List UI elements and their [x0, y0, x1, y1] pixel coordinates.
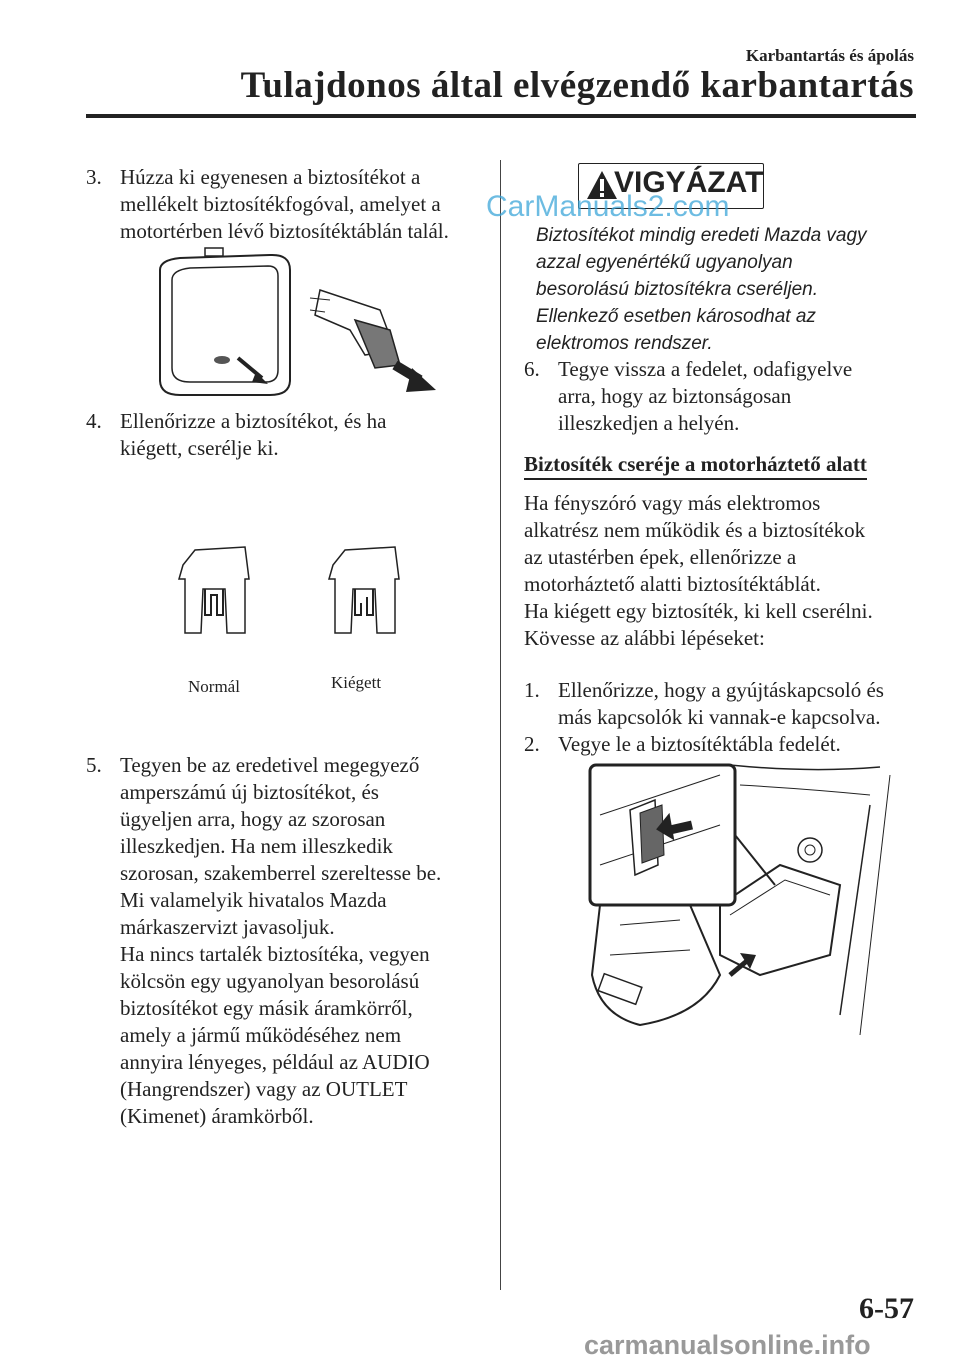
fuse-comparison-illustration — [175, 545, 415, 645]
engine-bay-illustration — [580, 755, 900, 1055]
page-number: 6-57 — [859, 1292, 914, 1325]
step-number: 5. — [86, 753, 102, 777]
blown-fuse-icon — [329, 547, 399, 633]
step-text: Tegyen be az eredetivel megegyező amperszámú új biztosítékot, és ügyeljen arra, hogy az szorosan illeszkedjen. Ha nem illeszkedik szorosan, szakemberrel szereltesse be. Mi valamelyik hivatalos Mazda márkaszervizt javasoljuk. Ha nincs tartalék biztosítéka, vegyen kölcsön egy ugyanolyan besorolású biztosítékot egy másik áramkörről, amely a jármű működéséhez nem annyira lényeges, például az AUDIO (Hangrendszer) vagy az OUTLET (Kimenet) áramkörből. — [120, 753, 442, 1128]
step-text: Húzza ki egyenesen a biztosítékot a mellékelt biztosítékfogóval, amelyet a motortérben lévő biztosítéktáblán talál. — [120, 165, 449, 243]
header-rule — [86, 114, 916, 118]
callout-box — [590, 765, 775, 905]
step-number: 4. — [86, 409, 102, 433]
step-5 — [86, 752, 496, 1132]
pull-arrow-icon — [395, 365, 436, 392]
step-4 — [86, 408, 486, 463]
step-text: Tegye vissza a fedelet, odafigyelve arra, hogy az biztonságosan illeszkedjen a helyén. — [558, 357, 853, 435]
subheading: Biztosíték cseréje a motorháztető alatt — [524, 452, 867, 480]
step-number: 2. — [524, 732, 540, 756]
intro-paragraph: Ha fényszóró vagy más elektromos alkatrész nem működik és a biztosítékok az utastérben épek, ellenőrizze a motorháztető alatti biztosítéktáblát. Ha kiégett egy biztosíték, ki kell cserélni. Kövesse az alábbi lépéseket: — [524, 491, 873, 650]
normal-fuse-icon — [179, 547, 249, 633]
warning-text: Biztosítékot mindig eredeti Mazda vagy azzal egyenértékű ugyanolyan besorolású biztosítékra cseréljen. Ellenkező esetben károsodhat az elektromos rendszer. — [536, 225, 867, 354]
fuse-label-blown: Kiégett — [331, 673, 382, 692]
watermark: CarManuals2.com — [486, 190, 730, 223]
step-number: 3. — [86, 165, 102, 189]
section-title: Karbantartás és ápolás — [745, 46, 914, 65]
mount-bolt-icon — [798, 838, 822, 862]
column-divider — [500, 160, 501, 1290]
step-number: 1. — [524, 678, 540, 702]
step-text: Ellenőrizze, hogy a gyújtáskapcsoló és más kapcsolók ki vannak-e kapcsolva. — [558, 678, 884, 729]
step-6 — [524, 356, 924, 438]
step-number: 6. — [524, 357, 540, 381]
fuse-box-icon — [720, 865, 840, 975]
step-3 — [86, 164, 486, 246]
warning-label: VIGYÁZAT — [614, 166, 764, 199]
fuse-label-normal: Normál — [188, 677, 240, 696]
step-text: Ellenőrizze a biztosítékot, és ha kiégett, cserélje ki. — [120, 409, 387, 460]
page-title: Tulajdonos által elvégzendő karbantartás — [240, 65, 914, 106]
step-1 — [524, 677, 924, 732]
step-text: Vegye le a biztosítéktábla fedelét. — [558, 732, 841, 756]
footer-source: carmanualsonline.info — [584, 1330, 871, 1360]
fuse-puller-icon — [310, 290, 400, 368]
fuse-removal-illustration — [150, 240, 450, 405]
